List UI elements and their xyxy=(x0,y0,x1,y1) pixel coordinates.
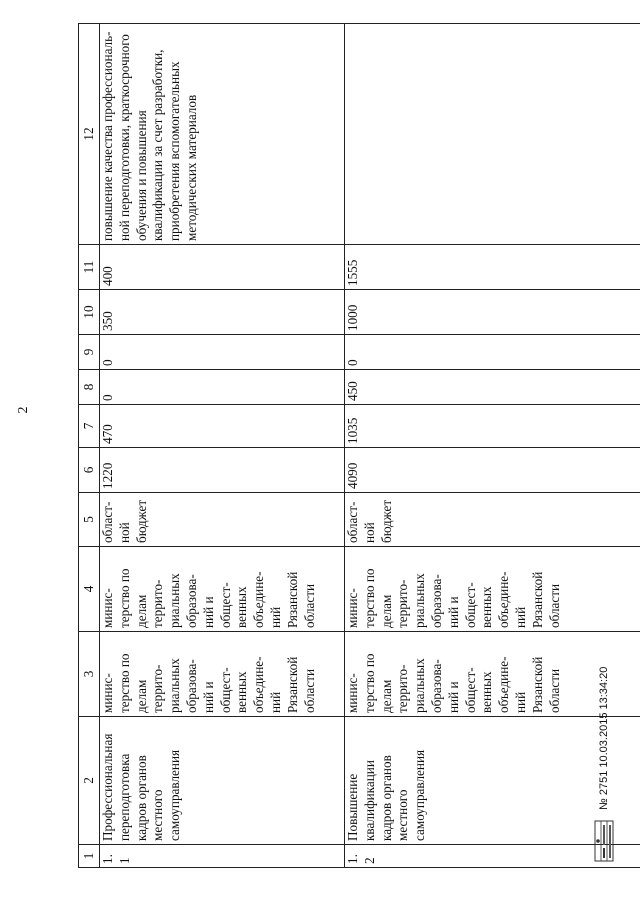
total-amount: 1220 xyxy=(100,448,345,493)
year-amount: 0 xyxy=(345,335,640,370)
header-cell: 2 xyxy=(79,717,100,845)
header-cell: 1 xyxy=(79,845,100,868)
year-amount: 1000 xyxy=(345,290,640,335)
program-table-rotated xyxy=(78,24,640,868)
registration-stamp-icon xyxy=(594,820,614,862)
row-number: 1.2 xyxy=(345,845,640,868)
header-cell: 9 xyxy=(79,335,100,370)
year-amount: 0 xyxy=(100,335,345,370)
funding-source: област- ной бюджет xyxy=(345,493,640,547)
recipient: минис- терство по делам террито- риальных образова- ний и общест- венных объедине- ний Рязанской области xyxy=(345,547,640,632)
executor: минис- терство по делам террито- риальных образова- ний и общест- венных объедине- ний Рязанской области xyxy=(100,632,345,717)
header-cell: 5 xyxy=(79,493,100,547)
year-amount: 1555 xyxy=(345,245,640,290)
recipient: минис- терство по делам террито- риальных образова- ний и общест- венных объедине- ний Рязанской области xyxy=(100,547,345,632)
header-cell: 11 xyxy=(79,245,100,290)
activity-name: Профессиональная переподготовка кадров органов местного самоуправления xyxy=(100,717,345,845)
registration-number: № 2751 10.03.2015 13:34:20 xyxy=(598,666,610,810)
year-amount: 1035 xyxy=(345,405,640,448)
header-cell: 6 xyxy=(79,448,100,493)
year-amount: 350 xyxy=(100,290,345,335)
header-cell: 8 xyxy=(79,370,100,405)
expected-result: повышение качества профессиональ- ной переподготовки, краткосрочного обучения и повышения квалификации за счет разработки, приобретения вспомогательных методических материалов xyxy=(100,24,345,245)
table-row xyxy=(100,24,345,868)
executor: минис- терство по делам террито- риальных образова- ний и общест- венных объедине- ний Рязанской области xyxy=(345,632,640,717)
year-amount: 0 xyxy=(100,370,345,405)
header-cell: 12 xyxy=(79,24,100,245)
activity-name: Повышение квалификации кадров органов местного самоуправления xyxy=(345,717,640,845)
year-amount: 450 xyxy=(345,370,640,405)
page-number: 2 xyxy=(16,406,31,414)
header-cell: 4 xyxy=(79,547,100,632)
header-cell: 7 xyxy=(79,405,100,448)
year-amount: 400 xyxy=(100,245,345,290)
funding-source: област- ной бюджет xyxy=(100,493,345,547)
header-cell: 3 xyxy=(79,632,100,717)
year-amount: 470 xyxy=(100,405,345,448)
row-number: 1.1 xyxy=(100,845,345,868)
total-amount: 4090 xyxy=(345,448,640,493)
program-table xyxy=(78,23,640,868)
header-cell: 10 xyxy=(79,290,100,335)
expected-result xyxy=(345,24,640,245)
table-header-row xyxy=(79,24,100,868)
